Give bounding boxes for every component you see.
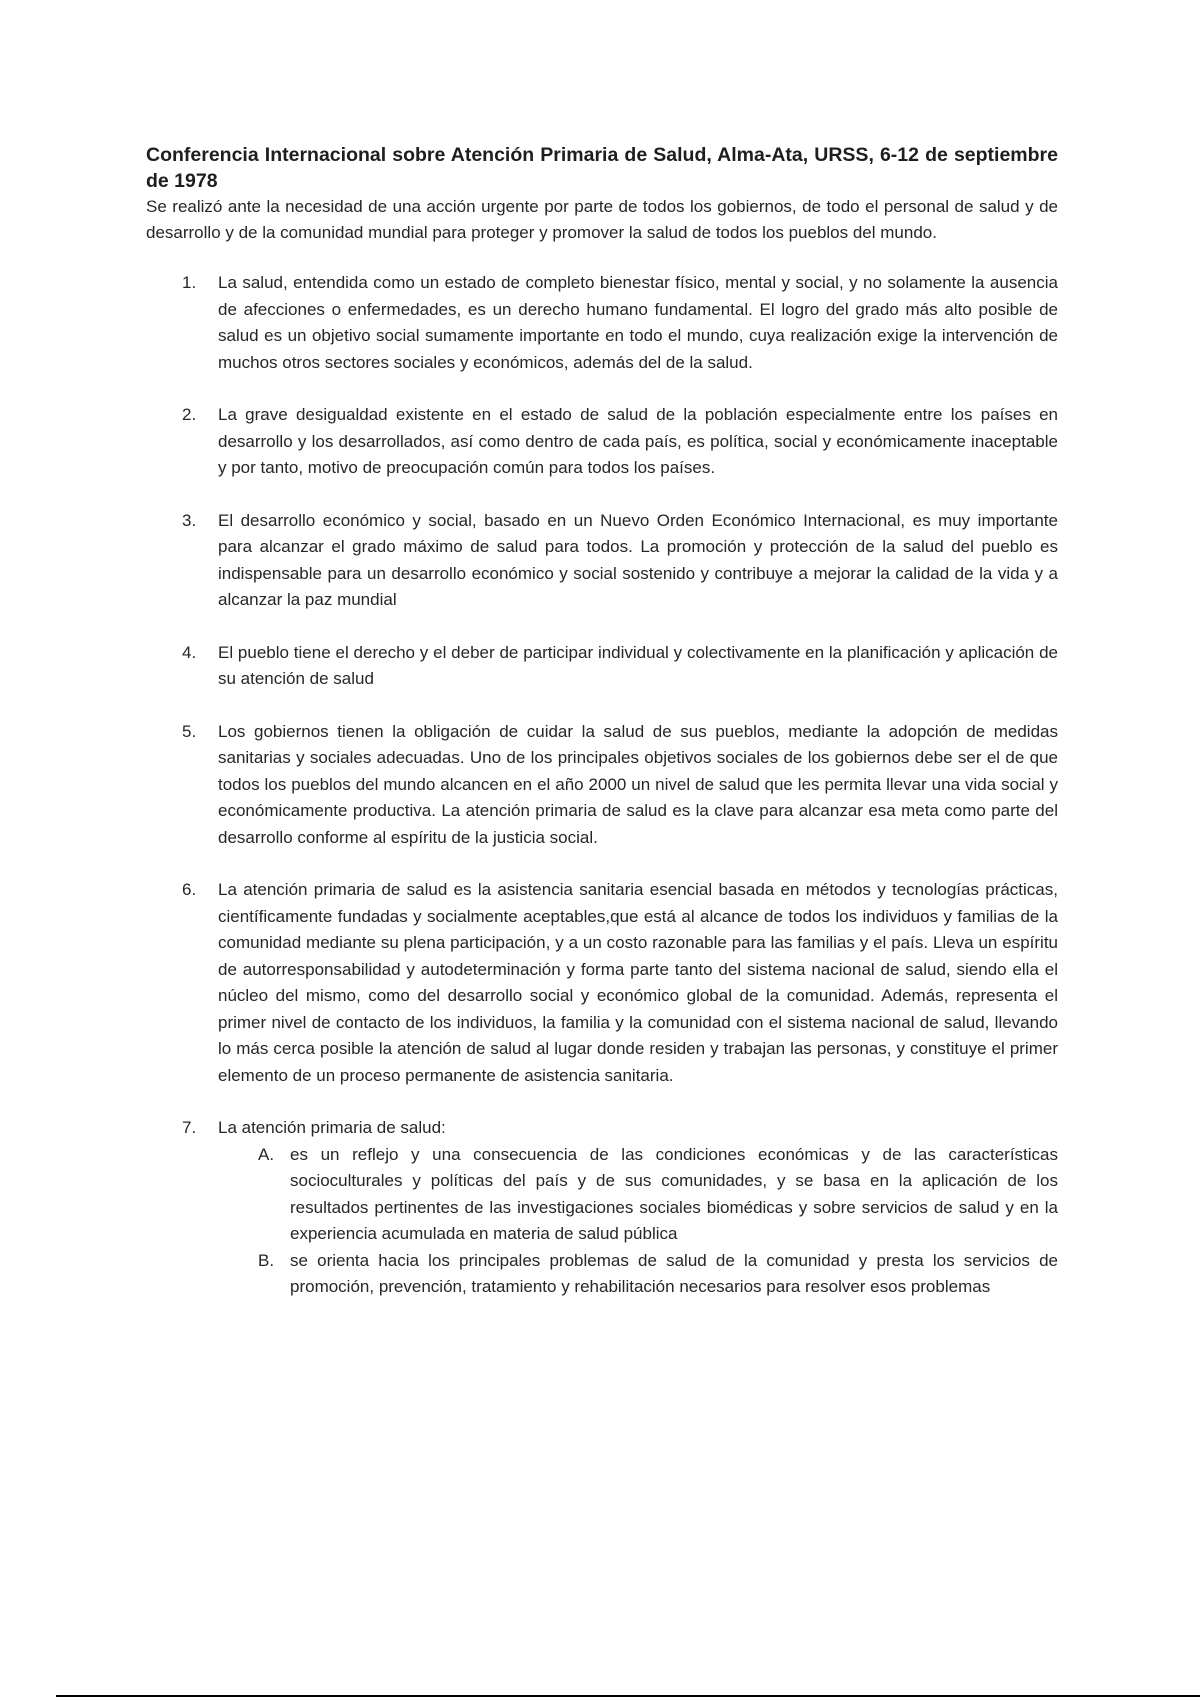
sub-item-b <box>218 1248 1058 1301</box>
item-number: 2. <box>182 405 197 424</box>
bottom-divider <box>56 1695 1200 1697</box>
item-text: La atención primaria de salud: <box>218 1118 446 1137</box>
sub-item-text: se orienta hacia los principales problemas de salud de la comunidad y presta los servicios de promoción, prevención, tratamiento y rehabilitación necesarios para resolver esos problemas <box>290 1250 1058 1296</box>
item-text: La atención primaria de salud es la asistencia sanitaria esencial basada en métodos y tecnologías prácticas, científicamente fundadas y socialmente aceptables,que está al alcance de todos los individuos y familias de la comunidad mediante su plena participación, y a un costo razonable para las familias y el país. Lleva un espíritu de autorresponsabilidad y autodeterminación y forma parte tanto del sistema nacional de salud, siendo ella el núcleo del mismo, como del desarrollo social y económico global de la comunidad. Además, representa el primer nivel de contacto de los individuos, la familia y la comunidad con el sistema nacional de salud, llevando lo más cerca posible la atención de salud al lugar donde residen y trabajan las personas, y constituye el primer elemento de un proceso permanente de asistencia sanitaria. <box>218 880 1058 1085</box>
item-number: 5. <box>182 721 197 741</box>
item-text: La grave desigualdad existente en el estado de salud de la población especialmente entre los países en desarrollo y los desarrollados, así como dentro de cada país, es política, social y económicamente inaceptable y por tanto, motivo de preocupación común para todos los países. <box>218 405 1058 477</box>
sub-item-text: es un reflejo y una consecuencia de las condiciones económicas y de las características socioculturales y políticas del país y de sus comunidades, y se basa en la aplicación de los resultados pertinentes de las investigaciones sociales biomédicas y sobre servicios de salud y en la experiencia acumulada en materia de salud pública <box>290 1144 1058 1243</box>
item-text: El desarrollo económico y social, basado en un Nuevo Orden Económico Internacional, es muy importante para alcanzar el grado máximo de salud para todos. La promoción y protección de la salud del pueblo es indispensable para un desarrollo económico y social sostenido y contribuye a mejorar la calidad de la vida y a alcanzar la paz mundial <box>218 510 1058 609</box>
list-item-4 <box>146 640 1058 693</box>
item-number: 7. <box>182 1118 197 1137</box>
item-number: 3. <box>182 510 197 530</box>
item-text: Los gobiernos tienen la obligación de cuidar la salud de sus pueblos, mediante la adopción de medidas sanitarias y sociales adecuadas. Uno de los principales objetivos sociales de los gobiernos debe ser el de que todos los pueblos del mundo alcancen en el año 2000 un nivel de salud que les permita llevar una vida social y económicamente productiva. La atención primaria de salud es la clave para alcanzar esa meta como parte del desarrollo conforme al espíritu de la justicia social. <box>218 721 1058 847</box>
list-item-6 <box>146 877 1058 1089</box>
item-text: La salud, entendida como un estado de completo bienestar físico, mental y social, y no solamente la ausencia de afecciones o enfermedades, es un derecho humano fundamental. El logro del grado más alto posible de salud es un objetivo social sumamente importante en todo el mundo, cuya realización exige la intervención de muchos otros sectores sociales y económicos, además del de la salud. <box>218 273 1058 372</box>
principles-list <box>146 270 1058 1301</box>
item-number: 4. <box>182 642 197 662</box>
list-item-2 <box>146 402 1058 482</box>
item-number: 1. <box>182 273 197 292</box>
item-number: 6. <box>182 880 197 899</box>
document-page <box>146 142 1058 1327</box>
list-item-1 <box>146 270 1058 376</box>
sub-item-a <box>218 1142 1058 1248</box>
list-item-3 <box>146 508 1058 614</box>
intro-paragraph: Se realizó ante la necesidad de una acción urgente por parte de todos los gobiernos, de todo el personal de salud y de desarrollo y de la comunidad mundial para proteger y promover la salud de todos los pueblos del mundo. <box>146 197 1058 242</box>
list-item-5 <box>146 719 1058 852</box>
list-item-7 <box>146 1115 1058 1301</box>
document-title: Conferencia Internacional sobre Atención Primaria de Salud, Alma-Ata, URSS, 6-12 de septiembre de 1978 <box>146 144 1058 192</box>
sub-item-letter: A. <box>258 1144 275 1164</box>
item-text: El pueblo tiene el derecho y el deber de participar individual y colectivamente en la planificación y aplicación de su atención de salud <box>218 642 1058 688</box>
sub-item-letter: B. <box>258 1250 275 1270</box>
sub-list <box>218 1142 1058 1301</box>
